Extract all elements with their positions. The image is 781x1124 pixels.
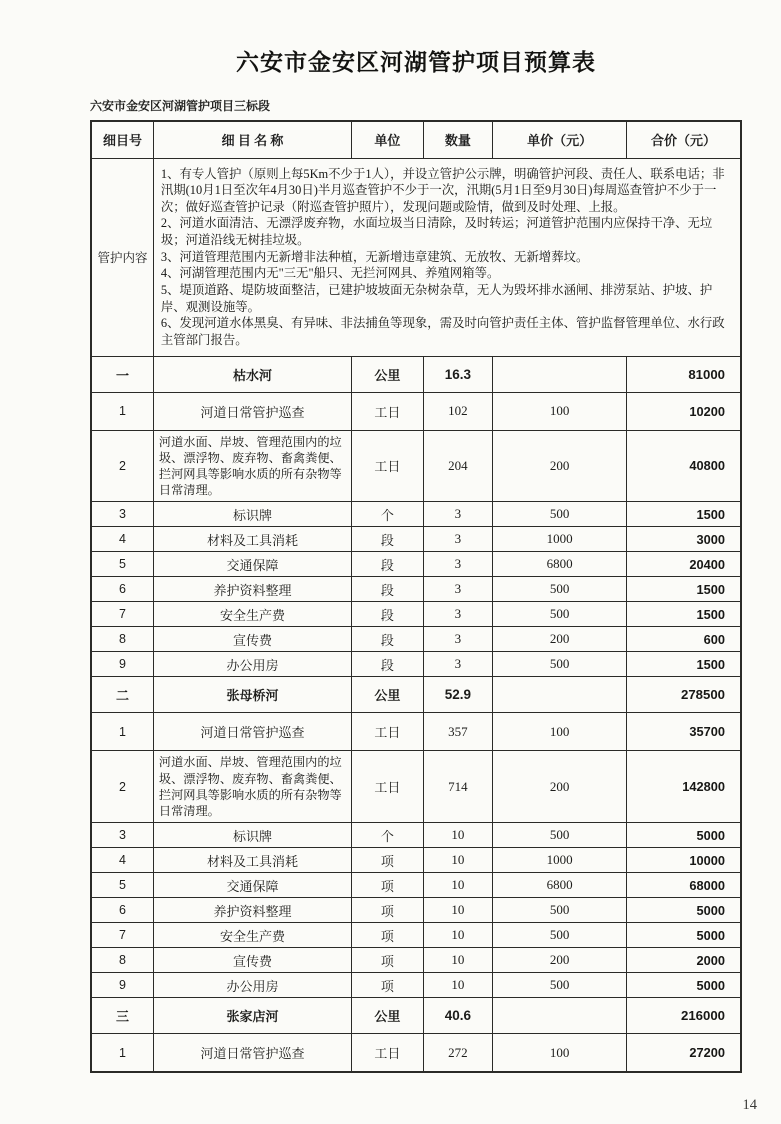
cell-total: 40800 <box>627 430 741 502</box>
table-row <box>91 823 741 848</box>
cell-unit: 段 <box>352 602 424 627</box>
cell-price: 200 <box>493 948 627 973</box>
cell-total: 10000 <box>627 848 741 873</box>
cell-name: 张母桥河 <box>153 677 351 713</box>
column-header-2: 单位 <box>352 121 424 158</box>
cell-unit: 工日 <box>352 1034 424 1072</box>
cell-name: 宣传费 <box>153 948 351 973</box>
cell-name: 办公用房 <box>153 652 351 677</box>
section-row <box>91 998 741 1034</box>
table-row <box>91 1034 741 1072</box>
cell-name: 标识牌 <box>153 823 351 848</box>
cell-qty: 204 <box>423 430 493 502</box>
cell-qty: 3 <box>423 627 493 652</box>
cell-no: 6 <box>91 898 153 923</box>
cell-qty: 3 <box>423 527 493 552</box>
cell-price: 100 <box>493 713 627 751</box>
cell-total: 216000 <box>627 998 741 1034</box>
cell-name: 枯水河 <box>153 356 351 392</box>
cell-name: 安全生产费 <box>153 602 351 627</box>
cell-price: 500 <box>493 823 627 848</box>
cell-name: 河道日常管护巡查 <box>153 392 351 430</box>
cell-qty: 16.3 <box>423 356 493 392</box>
cell-total: 1500 <box>627 577 741 602</box>
cell-total: 142800 <box>627 751 741 823</box>
content-item-6: 6、发现河道水体黑臭、有异味、非法捕鱼等现象，需及时向管护责任主体、管护监督管理单位、水行政主管部门报告。 <box>160 316 725 347</box>
cell-no: 8 <box>91 627 153 652</box>
cell-no: 2 <box>91 430 153 502</box>
cell-unit: 项 <box>352 923 424 948</box>
table-row <box>91 627 741 652</box>
cell-unit: 段 <box>352 652 424 677</box>
cell-price: 500 <box>493 577 627 602</box>
table-header-row <box>91 121 741 158</box>
cell-unit: 工日 <box>352 713 424 751</box>
cell-name: 张家店河 <box>153 998 351 1034</box>
cell-no: 8 <box>91 948 153 973</box>
table-row <box>91 848 741 873</box>
cell-qty: 10 <box>423 923 493 948</box>
content-item-1: 1、有专人管护（原则上每5Km不少于1人），并设立管护公示牌，明确管护河段、责任人、联系电话；非汛期(10月1日至次年4月30日)半月巡查管护不少于一次，汛期(5月1日至9月30日)每周巡查管护不少于一次；做好巡查管护记录（附巡查管护照片），发现问题或险情，做到及时处理、上报。 <box>160 166 725 214</box>
cell-unit: 项 <box>352 848 424 873</box>
cell-total: 1500 <box>627 652 741 677</box>
cell-no: 5 <box>91 873 153 898</box>
column-header-0: 细目号 <box>91 121 153 158</box>
cell-total: 278500 <box>627 677 741 713</box>
cell-name: 河道日常管护巡查 <box>153 713 351 751</box>
cell-no: 三 <box>91 998 153 1034</box>
cell-qty: 3 <box>423 577 493 602</box>
cell-unit: 段 <box>352 527 424 552</box>
table-row <box>91 552 741 577</box>
cell-no: 3 <box>91 823 153 848</box>
cell-qty: 10 <box>423 823 493 848</box>
cell-name: 宣传费 <box>153 627 351 652</box>
cell-name: 标识牌 <box>153 502 351 527</box>
table-row <box>91 898 741 923</box>
cell-no: 7 <box>91 923 153 948</box>
budget-table <box>90 120 742 1073</box>
cell-price <box>493 998 627 1034</box>
cell-name: 材料及工具消耗 <box>153 527 351 552</box>
cell-no: 4 <box>91 848 153 873</box>
cell-no: 5 <box>91 552 153 577</box>
table-row <box>91 713 741 751</box>
cell-total: 3000 <box>627 527 741 552</box>
cell-qty: 10 <box>423 848 493 873</box>
cell-no: 1 <box>91 1034 153 1072</box>
cell-price: 200 <box>493 751 627 823</box>
cell-unit: 段 <box>352 577 424 602</box>
maintenance-content-text <box>161 166 734 349</box>
content-item-5: 5、堤顶道路、堤防坡面整洁，已建护坡坡面无杂树杂草，无人为毁坏排水涵闸、排涝泵站、护坡、护岸、观测设施等。 <box>160 282 713 314</box>
cell-unit: 个 <box>352 502 424 527</box>
table-row <box>91 652 741 677</box>
cell-price: 500 <box>493 973 627 998</box>
cell-price: 200 <box>493 627 627 652</box>
table-row <box>91 973 741 998</box>
cell-unit: 公里 <box>352 998 424 1034</box>
cell-name: 河道水面、岸坡、管理范围内的垃圾、漂浮物、废弃物、畜禽粪便、拦河网具等影响水质的所有杂物等日常清理。 <box>153 430 351 502</box>
table-row <box>91 392 741 430</box>
cell-total: 68000 <box>627 873 741 898</box>
section-row <box>91 677 741 713</box>
cell-no: 1 <box>91 713 153 751</box>
cell-total: 5000 <box>627 823 741 848</box>
section-row <box>91 356 741 392</box>
cell-total: 81000 <box>627 356 741 392</box>
column-header-3: 数量 <box>423 121 493 158</box>
cell-unit: 工日 <box>352 430 424 502</box>
table-row <box>91 873 741 898</box>
cell-no: 7 <box>91 602 153 627</box>
cell-price: 500 <box>493 502 627 527</box>
cell-name: 养护资料整理 <box>153 577 351 602</box>
table-row <box>91 751 741 823</box>
cell-price <box>493 677 627 713</box>
cell-name: 交通保障 <box>153 873 351 898</box>
cell-price: 500 <box>493 652 627 677</box>
table-row <box>91 527 741 552</box>
cell-total: 2000 <box>627 948 741 973</box>
cell-qty: 3 <box>423 652 493 677</box>
cell-name: 办公用房 <box>153 973 351 998</box>
cell-unit: 工日 <box>352 392 424 430</box>
cell-qty: 10 <box>423 898 493 923</box>
column-header-5: 合价（元） <box>627 121 741 158</box>
column-header-4: 单价（元） <box>493 121 627 158</box>
cell-no: 1 <box>91 392 153 430</box>
table-row <box>91 948 741 973</box>
content-item-4: 4、河湖管理范围内无"三无"船只、无拦河网具、养殖网箱等。 <box>160 266 500 281</box>
cell-total: 1500 <box>627 602 741 627</box>
budget-rows <box>91 356 741 1072</box>
content-item-2: 2、河道水面清洁、无漂浮废弃物，水面垃圾当日清除，及时转运；河道管护范围内应保持干净、无垃圾；河道沿线无树挂垃圾。 <box>160 216 713 248</box>
table-row <box>91 502 741 527</box>
cell-qty: 714 <box>423 751 493 823</box>
table-row <box>91 430 741 502</box>
cell-unit: 项 <box>352 898 424 923</box>
cell-unit: 段 <box>352 552 424 577</box>
cell-no: 9 <box>91 652 153 677</box>
cell-price <box>493 356 627 392</box>
cell-qty: 40.6 <box>423 998 493 1034</box>
cell-total: 1500 <box>627 502 741 527</box>
table-row <box>91 923 741 948</box>
cell-no: 3 <box>91 502 153 527</box>
cell-price: 100 <box>493 1034 627 1072</box>
cell-total: 600 <box>627 627 741 652</box>
cell-name: 材料及工具消耗 <box>153 848 351 873</box>
cell-unit: 公里 <box>352 356 424 392</box>
cell-price: 500 <box>493 923 627 948</box>
cell-qty: 3 <box>423 552 493 577</box>
maintenance-content-label: 管护内容 <box>91 158 153 356</box>
cell-price: 6800 <box>493 873 627 898</box>
cell-name: 河道水面、岸坡、管理范围内的垃圾、漂浮物、废弃物、畜禽粪便、拦河网具等影响水质的所有杂物等日常清理。 <box>153 751 351 823</box>
cell-qty: 3 <box>423 602 493 627</box>
cell-no: 2 <box>91 751 153 823</box>
cell-qty: 10 <box>423 973 493 998</box>
cell-unit: 项 <box>352 873 424 898</box>
cell-name: 交通保障 <box>153 552 351 577</box>
cell-total: 5000 <box>627 898 741 923</box>
cell-total: 27200 <box>627 1034 741 1072</box>
cell-no: 9 <box>91 973 153 998</box>
cell-qty: 357 <box>423 713 493 751</box>
page-subtitle: 六安市金安区河湖管护项目三标段 <box>90 99 271 113</box>
page-title: 六安市金安区河湖管护项目预算表 <box>236 50 596 75</box>
cell-qty: 102 <box>423 392 493 430</box>
column-header-1: 细 目 名 称 <box>153 121 351 158</box>
cell-no: 6 <box>91 577 153 602</box>
table-row <box>91 577 741 602</box>
cell-total: 20400 <box>627 552 741 577</box>
cell-price: 500 <box>493 898 627 923</box>
table-row <box>91 602 741 627</box>
cell-qty: 272 <box>423 1034 493 1072</box>
cell-unit: 项 <box>352 948 424 973</box>
cell-unit: 工日 <box>352 751 424 823</box>
cell-total: 5000 <box>627 973 741 998</box>
cell-no: 4 <box>91 527 153 552</box>
cell-qty: 10 <box>423 873 493 898</box>
cell-no: 一 <box>91 356 153 392</box>
page-number: 14 <box>742 1097 757 1113</box>
cell-price: 100 <box>493 392 627 430</box>
cell-qty: 52.9 <box>423 677 493 713</box>
cell-total: 5000 <box>627 923 741 948</box>
cell-total: 35700 <box>627 713 741 751</box>
cell-name: 养护资料整理 <box>153 898 351 923</box>
cell-qty: 3 <box>423 502 493 527</box>
cell-total: 10200 <box>627 392 741 430</box>
cell-name: 安全生产费 <box>153 923 351 948</box>
maintenance-content-row <box>91 158 741 356</box>
cell-unit: 个 <box>352 823 424 848</box>
cell-name: 河道日常管护巡查 <box>153 1034 351 1072</box>
content-item-3: 3、河道管理范围内无新增非法种植，无新增违章建筑、无放牧、无新增葬坟。 <box>160 249 589 264</box>
cell-price: 1000 <box>493 527 627 552</box>
cell-price: 200 <box>493 430 627 502</box>
cell-unit: 公里 <box>352 677 424 713</box>
cell-no: 二 <box>91 677 153 713</box>
cell-qty: 10 <box>423 948 493 973</box>
maintenance-content-cell <box>153 158 741 356</box>
cell-unit: 项 <box>352 973 424 998</box>
cell-price: 500 <box>493 602 627 627</box>
cell-unit: 段 <box>352 627 424 652</box>
cell-price: 6800 <box>493 552 627 577</box>
cell-price: 1000 <box>493 848 627 873</box>
